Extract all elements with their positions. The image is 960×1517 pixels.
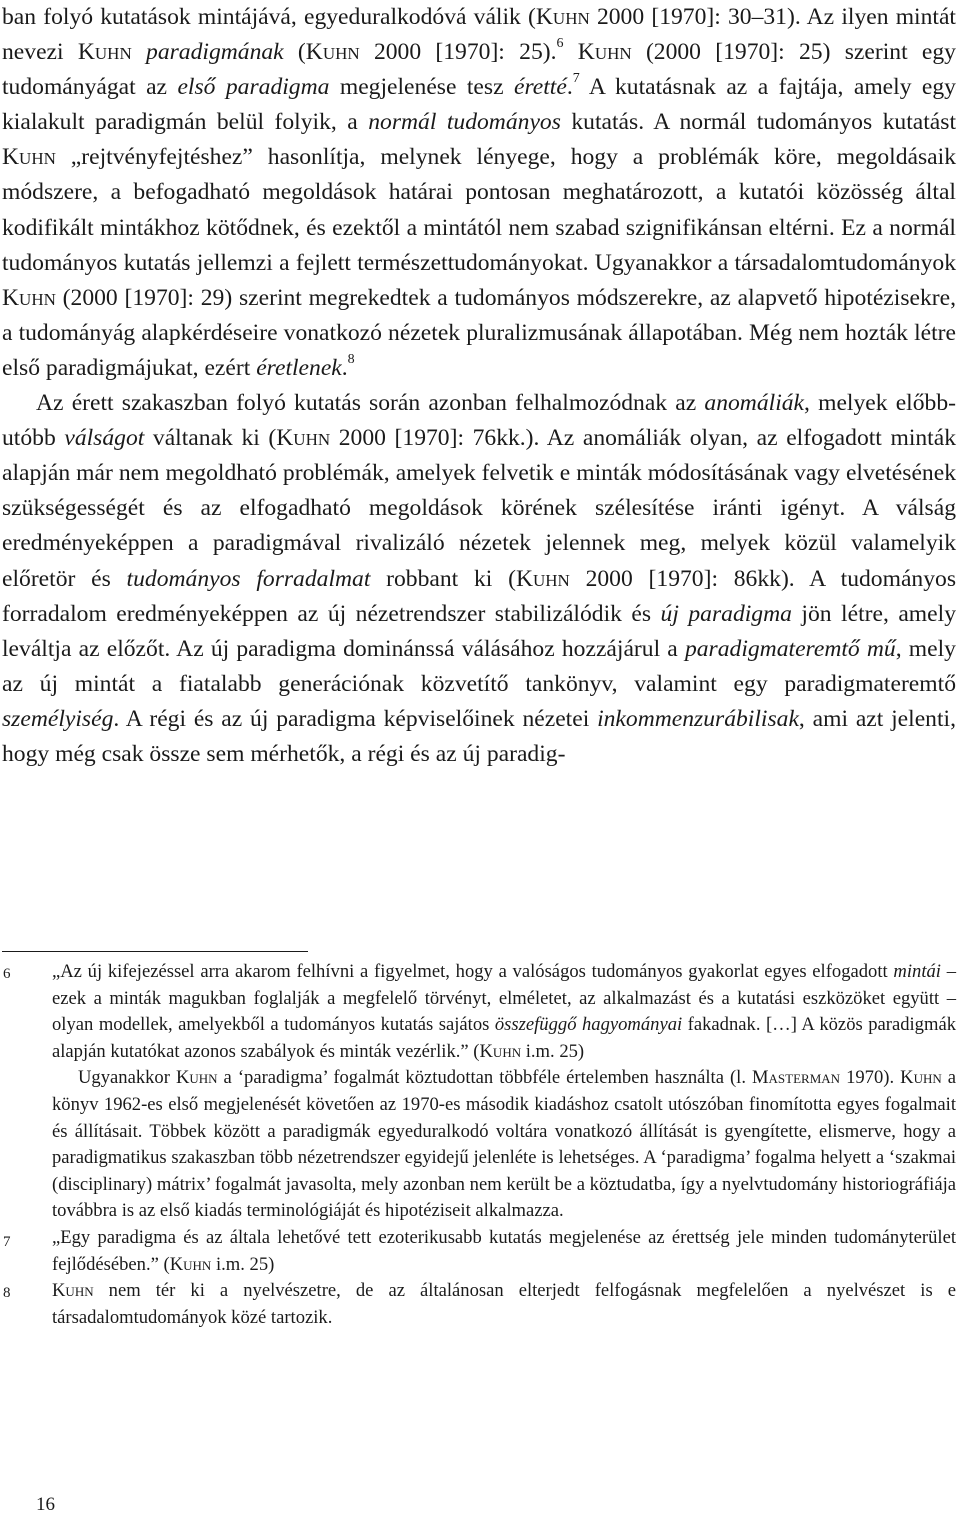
text-run: megjelenése tesz [329, 74, 514, 101]
text-run: „Egy paradigma és az általa lehetővé tett ezoterikusabb kutatás megjelenése az érettség jele minden tudományterület fejlődésében.” ( [52, 1226, 956, 1275]
author-name: Kuhn [2, 144, 56, 171]
text-run: „rejtvényfejtéshez” hasonlítja, melynek lényege, hogy a problémák köre, megoldásaik módszere, a befogadható megoldások határai pontosan meghatározott, a kutatói közösség által kodifikált mintákhoz kötődnek, és ezektől a mintától nem szabad szignifikánsan eltérni. Ez a normál tudományos kutatás jellemzi a fejlett természettudományokat. Ugyanakkor a társadalomtudományok [2, 144, 956, 276]
text-run: , mely az új mintát a fiatalabb generációnak közvetítő tankönyv, valamint egy paradigmateremtő [2, 635, 956, 697]
footnote-text [52, 1225, 956, 1278]
text-run: kutatás. A normál tudományos kutatást [560, 109, 956, 136]
text-run: A kutatásnak az a fajtája, amely egy kialakult paradigmán belül folyik, a [2, 74, 956, 136]
emphasis: összefüggő hagyományai [494, 1014, 683, 1036]
text-run: . [341, 354, 348, 381]
footnote-6 [0, 959, 956, 1225]
emphasis: új paradigma [660, 600, 792, 627]
emphasis: személyiség [2, 705, 114, 732]
emphasis: éretlenek [256, 354, 342, 381]
author-name: Kuhn [900, 1067, 942, 1089]
footnote-text [52, 1278, 956, 1331]
text-run: , melyek előbb-utóbb [2, 390, 956, 452]
emphasis: paradigmateremtő mű [684, 635, 896, 662]
text-run: nem tér ki a nyelvészetre, de az általánosan elterjedt felfogásnak megfelelően a nyelvészet is e társadalomtudományok közé tartozik. [52, 1280, 956, 1328]
text-run: 2000 [1970]: 25). [359, 39, 557, 66]
emphasis: tudományos forradalmat [126, 565, 371, 592]
text-run: váltanak ki ( [144, 425, 277, 452]
text-run: (2000 [1970]: 25) szerint egy tudományágat az [2, 39, 956, 101]
text-run: 2000 [1970]: 86kk). A tudományos forradalom eredményeképpen az új nézetrendszer stabilizálódik és [2, 565, 956, 627]
paragraph-2 [2, 386, 956, 772]
author-name: Kuhn [77, 39, 132, 66]
emphasis: válságot [64, 425, 145, 452]
text-run: Az érett szakaszban folyó kutatás során azonban felhalmozódnak az [36, 390, 705, 417]
emphasis: első paradigma [177, 74, 330, 101]
text-run: ban folyó kutatások mintájává, egyeduralkodóvá válik ( [2, 4, 536, 30]
footnote-8 [0, 1278, 956, 1331]
footnote-number: 8 [3, 1285, 11, 1302]
main-text [2, 0, 956, 772]
paragraph-1 [2, 0, 956, 386]
text-run: 2000 [1970]: 76kk.). Az anomáliák olyan, az elfogadott minták alapján már nem megoldható problémák, amelyek felvetik e minták módosításának vagy elvetésének szükségességét és az elfogadható megoldások körének szélesítése iránti igényt. A válság eredményeképpen a paradigmával rivalizáló nézetek jelennek meg, melyek közül valamelyik előretör és [2, 425, 956, 592]
footnotes [0, 959, 960, 1331]
author-name: Kuhn [52, 1280, 94, 1302]
emphasis: paradigmának [146, 39, 284, 66]
author-name: Kuhn [479, 1040, 522, 1062]
text-run: i.m. 25) [211, 1253, 275, 1275]
text-run: „Az új kifejezéssel arra akarom felhívni a figyelmet, hogy a valóságos tudományos gyakorlat egyes elfogadott [52, 961, 894, 982]
author-name: Kuhn [175, 1067, 218, 1089]
footnote-number: 7 [3, 1233, 11, 1250]
text-run: fakadnak. […] A közös paradigmák alapján kutatókat azonos szabályok és minták vezérlik.” ( [52, 1014, 956, 1062]
page-number: 16 [36, 1494, 55, 1515]
footnote-separator [2, 951, 308, 952]
text-run: , ami azt jelenti, hogy még csak össze sem mérhetők, a régi és az új paradig- [2, 705, 956, 767]
text-run: robbant ki ( [370, 565, 516, 592]
text-run: – ezek a minták magukban foglalják a megfelelő törvényt, elméletet, az alkalmazást és a kutatási eszközöket együtt – olyan modellek, amelyekből a tudományos kutatás sajátos [52, 961, 956, 1036]
footnote-7 [0, 1225, 956, 1278]
text-run: i.m. 25) [521, 1040, 585, 1062]
text-run: ( [283, 39, 306, 66]
footnote-reference: 7 [572, 71, 580, 87]
author-name: Kuhn [577, 39, 632, 66]
text-run: . A régi és az új paradigma képviselőinek nézetei [113, 705, 598, 732]
emphasis: anomáliák [704, 390, 805, 417]
author-name: Kuhn [535, 4, 590, 30]
emphasis: normál tudományos [368, 109, 561, 136]
emphasis: mintái [893, 961, 941, 982]
footnote-text [52, 959, 956, 1065]
author-name: Kuhn [515, 565, 570, 592]
text-run: a ‘paradigma’ fogalmát köztudottan többféle értelemben használta (l. [217, 1067, 753, 1089]
footnote-number: 6 [3, 966, 11, 982]
author-name: Kuhn [305, 39, 360, 66]
text-run: Ugyanakkor [78, 1067, 176, 1089]
footnote-text-continued [52, 1065, 956, 1225]
text-run: 1970). [840, 1067, 901, 1089]
text-run: (2000 [1970]: 29) szerint megrekedtek a tudományos módszerekre, az alapvető hipotézisekre, a tudományág alapkérdéseire vonatkozó nézetek pluralizmusának állapotában. Még nem hozták létre első paradigmájukat, ezért [2, 284, 956, 381]
emphasis: inkommenzurábilisak [597, 705, 799, 732]
author-name: Masterman [752, 1067, 841, 1089]
text-run [132, 39, 146, 65]
text-run [564, 39, 578, 65]
text-run: 2000 [1970]: 30–31). Az ilyen mintát nevezi [2, 4, 956, 66]
text-run: . [566, 74, 573, 101]
footnote-reference: 8 [347, 351, 355, 367]
text-run: jön létre, amely leváltja az előzőt. Az új paradigma dominánssá válásához hozzájárul a [2, 600, 956, 662]
author-name: Kuhn [276, 425, 331, 452]
emphasis: éretté [513, 74, 567, 101]
author-name: Kuhn [2, 284, 56, 311]
text-run: a könyv 1962-es első megjelenését követően az 1970-es második kiadáshoz csatolt utószóban finomította egyes fogalmait és állításait. Többek között a paradigmák egyeduralkodó voltára vonatkozó állítását is gyengítette, elismerve, hogy a paradigmatikus szakaszban több nézetrendszer egyidejű jelenléte is lehetséges. A ‘paradigma’ fogalma helyett a ‘szakmai (disciplinary) mátrix’ fogalmát javasolta, mely azonban nem került be a köztudatba, így a nyelvtudomány historiográfiája továbbra is az első kiadás terminológiáját és hipotéziseit alkalmazza. [52, 1067, 957, 1222]
footnote-reference: 6 [556, 36, 564, 52]
author-name: Kuhn [169, 1253, 212, 1275]
